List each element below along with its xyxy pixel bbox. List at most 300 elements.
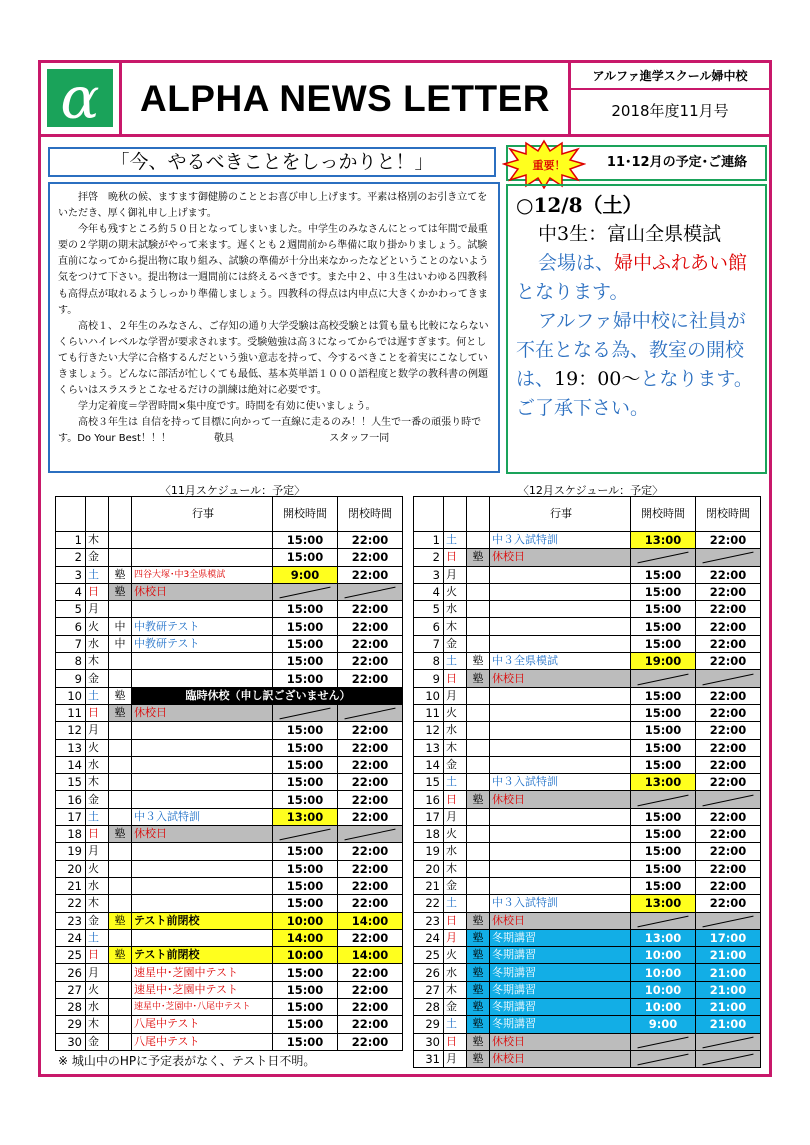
weekday-cell: 金: [444, 999, 467, 1016]
table-row: [414, 774, 761, 791]
day-cell: 15: [56, 774, 86, 791]
open-time-cell: 15:00: [631, 756, 696, 773]
day-cell: 15: [414, 774, 444, 791]
weekday-cell: 月: [444, 566, 467, 583]
table-header-row: [414, 497, 761, 532]
close-time-cell: 22:00: [338, 722, 403, 739]
day-cell: 21: [56, 877, 86, 894]
weekday-cell: 土: [444, 895, 467, 912]
close-time-cell: [696, 1050, 761, 1067]
juku-cell: 中: [109, 618, 132, 635]
close-time-cell: 22:00: [696, 566, 761, 583]
close-time-cell: 21:00: [696, 981, 761, 998]
header-open: 開校時間: [631, 497, 696, 532]
open-time-cell: [273, 583, 338, 600]
table-row: [56, 912, 403, 929]
day-cell: 26: [414, 964, 444, 981]
close-time-cell: 21:00: [696, 964, 761, 981]
juku-cell: 塾: [109, 704, 132, 721]
table-row: [414, 843, 761, 860]
logo: [41, 63, 122, 134]
close-time-cell: 22:00: [338, 618, 403, 635]
event-cell: 休校日: [490, 549, 631, 566]
juku-cell: [109, 964, 132, 981]
event-cell: 冬期講習: [490, 964, 631, 981]
table-row: [414, 532, 761, 549]
table-row: [56, 756, 403, 773]
event-cell: 速星中･芝園中テスト: [132, 964, 273, 981]
weekday-cell: 日: [444, 912, 467, 929]
header-cell: [414, 497, 444, 532]
weekday-cell: 水: [444, 722, 467, 739]
nov-caption: 〈11月スケジュール：予定〉: [159, 484, 306, 497]
sign-staff: スタッフ一同: [329, 433, 390, 445]
paragraph: 高校１、２年生のみなさん、ご存知の通り大学受験は高校受験とは質も量も比較にならないくらいハイレベルな学習が要求されます。受験勉強は高３になってからでは遅すぎます。何としても行きたい大学に合格するんだという強い意志を持って、今するべきことを着実にこなしていきましょう。どんなに部活が忙しくても最低、基本英単語１０００語程度と数学の教科書の例題くらいはスラスラとこなせるだけの訓練は絶対に必要です。: [58, 320, 489, 397]
close-time-cell: 22:00: [696, 722, 761, 739]
open-time-cell: 10:00: [631, 981, 696, 998]
event-cell: [132, 877, 273, 894]
weekday-cell: 月: [444, 808, 467, 825]
table-row: [56, 739, 403, 756]
header-close: 閉校時間: [696, 497, 761, 532]
weekday-cell: 木: [86, 895, 109, 912]
juku-cell: [467, 601, 490, 618]
paragraph: 今年も残すところ約５０日となってしまいました。中学生のみなさんにとっては年間で最重要の２学期の期末試験がやって来ます。遅くとも２週間前から準備に取り掛かりましょう。試験直前になってから提出物に取り組み、試験の準備が十分出来なかったなどということのないよう気をつけて下さい。提出物は一週間前には終えるべきです。また中２、中３生はいわゆる四教科も高得点が取れるようしっかり準備しましょう。四教科の得点は内申点に大きくかかわってきます。: [58, 224, 489, 316]
day-cell: 17: [56, 808, 86, 825]
close-time-cell: 22:00: [696, 843, 761, 860]
close-time-cell: 22:00: [338, 739, 403, 756]
table-row: [56, 791, 403, 808]
weekday-cell: 水: [86, 756, 109, 773]
day-cell: 19: [56, 843, 86, 860]
weekday-cell: 土: [444, 1016, 467, 1033]
table-row: [414, 739, 761, 756]
event-cell: [490, 843, 631, 860]
close-time-cell: 22:00: [338, 532, 403, 549]
day-cell: 20: [414, 860, 444, 877]
open-time-cell: 15:00: [273, 1016, 338, 1033]
weekday-cell: 火: [86, 860, 109, 877]
day-cell: 5: [56, 601, 86, 618]
day-cell: 11: [414, 704, 444, 721]
day-cell: 23: [414, 912, 444, 929]
weekday-cell: 日: [444, 670, 467, 687]
day-cell: 25: [56, 947, 86, 964]
weekday-cell: 金: [444, 877, 467, 894]
table-header-row: [56, 497, 403, 532]
header-cell: [86, 497, 109, 532]
day-cell: 31: [414, 1050, 444, 1067]
day-cell: 3: [414, 566, 444, 583]
event-cell: 休校日: [132, 704, 273, 721]
day-cell: 27: [414, 981, 444, 998]
weekday-cell: 月: [86, 601, 109, 618]
close-time-cell: 22:00: [338, 756, 403, 773]
schedule-note: ※ 城山中のHPに予定表がなく、テスト日不明。: [58, 1054, 316, 1068]
event-cell: [132, 549, 273, 566]
table-row: [56, 687, 403, 704]
header-cell: [109, 497, 132, 532]
event-cell: [490, 877, 631, 894]
juku-cell: 塾: [109, 687, 132, 704]
day-cell: 3: [56, 566, 86, 583]
open-time-cell: 15:00: [631, 687, 696, 704]
day-cell: 30: [56, 1033, 86, 1050]
close-time-cell: 21:00: [696, 947, 761, 964]
juku-cell: [109, 653, 132, 670]
juku-cell: 塾: [467, 964, 490, 981]
close-time-cell: 22:00: [696, 653, 761, 670]
open-time-cell: 15:00: [273, 791, 338, 808]
open-time-cell: 13:00: [273, 808, 338, 825]
notice-hours-post: となります。ご了承下さい。: [516, 368, 753, 419]
table-row: [414, 566, 761, 583]
open-time-cell: 15:00: [631, 877, 696, 894]
event-cell: 休校日: [132, 583, 273, 600]
table-row: [414, 670, 761, 687]
close-time-cell: [696, 549, 761, 566]
event-cell: [132, 843, 273, 860]
weekday-cell: 木: [444, 618, 467, 635]
event-cell: [490, 566, 631, 583]
weekday-cell: 土: [86, 808, 109, 825]
event-cell: [132, 670, 273, 687]
table-row: [56, 860, 403, 877]
day-cell: 24: [414, 929, 444, 946]
juku-cell: [109, 860, 132, 877]
open-time-cell: 15:00: [273, 981, 338, 998]
close-time-cell: 22:00: [338, 877, 403, 894]
table-row: [56, 929, 403, 946]
dec-caption: 〈12月スケジュール：予定〉: [517, 484, 664, 497]
nov-schedule-table: [55, 496, 403, 1051]
open-time-cell: 15:00: [631, 739, 696, 756]
weekday-cell: 月: [444, 1050, 467, 1067]
day-cell: 9: [414, 670, 444, 687]
day-cell: 10: [414, 687, 444, 704]
table-row: [56, 826, 403, 843]
open-time-cell: [631, 1033, 696, 1050]
notice-event: 中3生：富山全県模試: [538, 223, 722, 245]
day-cell: 8: [414, 653, 444, 670]
table-row: [414, 947, 761, 964]
notice-hours: [516, 307, 757, 423]
paragraph: 拝啓 晩秋の候、ますます御健勝のこととお喜び申し上げます。平素は格別のお引き立てをいただき、厚く御礼申し上げます。: [58, 192, 488, 220]
schedule-notice-header: [506, 145, 767, 181]
day-cell: 25: [414, 947, 444, 964]
day-cell: 13: [56, 739, 86, 756]
open-time-cell: 15:00: [273, 860, 338, 877]
open-time-cell: 15:00: [631, 635, 696, 652]
day-cell: 4: [56, 583, 86, 600]
weekday-cell: 金: [86, 912, 109, 929]
table-row: [414, 1050, 761, 1067]
school-name: アルファ進学スクール婦中校: [571, 63, 769, 90]
day-cell: 17: [414, 808, 444, 825]
juku-cell: [467, 566, 490, 583]
day-cell: 28: [56, 999, 86, 1016]
weekday-cell: 日: [444, 549, 467, 566]
event-cell: [132, 860, 273, 877]
open-time-cell: 10:00: [273, 947, 338, 964]
event-cell: [132, 722, 273, 739]
table-row: [414, 618, 761, 635]
table-row: [414, 653, 761, 670]
table-row: [56, 704, 403, 721]
table-row: [414, 583, 761, 600]
weekday-cell: 火: [444, 704, 467, 721]
event-cell: 冬期講習: [490, 929, 631, 946]
day-cell: 24: [56, 929, 86, 946]
weekday-cell: 金: [444, 635, 467, 652]
notice-hours-time: 19：00～: [554, 368, 641, 390]
table-row: [56, 653, 403, 670]
event-cell: 中教研テスト: [132, 635, 273, 652]
open-time-cell: 15:00: [273, 739, 338, 756]
open-time-cell: 13:00: [631, 895, 696, 912]
open-time-cell: [631, 1050, 696, 1067]
juku-cell: [467, 722, 490, 739]
weekday-cell: 火: [444, 583, 467, 600]
juku-cell: 塾: [467, 999, 490, 1016]
table-row: [414, 826, 761, 843]
table-row: [56, 947, 403, 964]
close-time-cell: [696, 1033, 761, 1050]
close-time-cell: [338, 704, 403, 721]
table-row: [414, 687, 761, 704]
open-time-cell: [631, 912, 696, 929]
header-divider: [38, 134, 772, 137]
close-time-cell: 22:00: [338, 808, 403, 825]
event-cell: [490, 756, 631, 773]
table-row: [414, 929, 761, 946]
open-time-cell: [631, 670, 696, 687]
event-cell: [132, 895, 273, 912]
day-cell: 8: [56, 653, 86, 670]
juku-cell: [109, 791, 132, 808]
juku-cell: [109, 601, 132, 618]
day-cell: 1: [414, 532, 444, 549]
table-row: [56, 843, 403, 860]
juku-cell: [467, 583, 490, 600]
notice-venue: [516, 249, 757, 307]
open-time-cell: 10:00: [631, 964, 696, 981]
close-time-cell: 22:00: [338, 601, 403, 618]
table-row: [414, 895, 761, 912]
weekday-cell: 金: [86, 791, 109, 808]
day-cell: 12: [414, 722, 444, 739]
weekday-cell: 土: [444, 774, 467, 791]
open-time-cell: 15:00: [631, 583, 696, 600]
open-time-cell: 15:00: [631, 618, 696, 635]
event-cell: 八尾中テスト: [132, 1033, 273, 1050]
day-cell: 21: [414, 877, 444, 894]
juku-cell: 塾: [467, 947, 490, 964]
juku-cell: 塾: [467, 549, 490, 566]
open-time-cell: 14:00: [273, 929, 338, 946]
day-cell: 23: [56, 912, 86, 929]
close-time-cell: 22:00: [696, 601, 761, 618]
close-time-cell: 22:00: [338, 860, 403, 877]
table-row: [414, 791, 761, 808]
weekday-cell: 金: [86, 549, 109, 566]
juku-cell: 塾: [467, 912, 490, 929]
day-cell: 30: [414, 1033, 444, 1050]
weekday-cell: 木: [444, 860, 467, 877]
close-time-cell: 22:00: [696, 860, 761, 877]
open-time-cell: 15:00: [273, 653, 338, 670]
open-time-cell: [631, 549, 696, 566]
notice-date: ○12/8（土）: [516, 193, 643, 217]
juku-cell: [109, 739, 132, 756]
day-cell: 16: [56, 791, 86, 808]
weekday-cell: 日: [444, 1033, 467, 1050]
close-time-cell: 22:00: [696, 635, 761, 652]
event-cell: 速星中･芝園中テスト: [132, 981, 273, 998]
juku-cell: [467, 808, 490, 825]
open-time-cell: 15:00: [273, 549, 338, 566]
table-row: [414, 704, 761, 721]
close-time-cell: 22:00: [338, 895, 403, 912]
table-row: [56, 774, 403, 791]
close-time-cell: [338, 826, 403, 843]
table-row: [414, 964, 761, 981]
juku-cell: 中: [109, 635, 132, 652]
open-time-cell: 15:00: [273, 532, 338, 549]
day-cell: 13: [414, 739, 444, 756]
weekday-cell: 木: [444, 981, 467, 998]
close-time-cell: 22:00: [696, 739, 761, 756]
important-badge: 重要！: [532, 159, 566, 172]
juku-cell: [109, 808, 132, 825]
day-cell: 7: [56, 635, 86, 652]
header-close: 閉校時間: [338, 497, 403, 532]
table-row: [56, 583, 403, 600]
event-cell: 冬期講習: [490, 981, 631, 998]
open-time-cell: 15:00: [273, 670, 338, 687]
close-time-cell: 22:00: [696, 704, 761, 721]
event-cell: [490, 583, 631, 600]
open-time-cell: [273, 826, 338, 843]
weekday-cell: 月: [444, 929, 467, 946]
juku-cell: 塾: [467, 981, 490, 998]
close-time-cell: 21:00: [696, 999, 761, 1016]
open-time-cell: 15:00: [273, 756, 338, 773]
day-cell: 12: [56, 722, 86, 739]
close-time-cell: 22:00: [696, 826, 761, 843]
open-time-cell: 19:00: [631, 653, 696, 670]
day-cell: 10: [56, 687, 86, 704]
event-cell: 休校日: [490, 1033, 631, 1050]
table-row: [56, 670, 403, 687]
open-time-cell: 15:00: [273, 774, 338, 791]
close-time-cell: 22:00: [696, 532, 761, 549]
weekday-cell: 日: [86, 704, 109, 721]
weekday-cell: 土: [86, 566, 109, 583]
table-row: [56, 722, 403, 739]
juku-cell: [467, 860, 490, 877]
weekday-cell: 月: [86, 964, 109, 981]
notice-venue-post: となります。: [516, 281, 629, 303]
close-time-cell: [696, 791, 761, 808]
issue-label: 2018年度11月号: [611, 102, 729, 120]
close-time-cell: 22:00: [696, 808, 761, 825]
event-cell: 中３入試特訓: [132, 808, 273, 825]
paragraph: [58, 415, 490, 447]
day-cell: 14: [56, 756, 86, 773]
open-time-cell: 13:00: [631, 929, 696, 946]
alpha-logo-icon: α: [47, 69, 113, 127]
table-row: [56, 601, 403, 618]
event-cell: 臨時休校（申し訳ございません）: [132, 687, 403, 704]
juku-cell: 塾: [467, 929, 490, 946]
weekday-cell: 水: [444, 601, 467, 618]
event-cell: [132, 756, 273, 773]
close-time-cell: 22:00: [696, 877, 761, 894]
weekday-cell: 火: [86, 618, 109, 635]
day-cell: 26: [56, 964, 86, 981]
weekday-cell: 水: [86, 999, 109, 1016]
table-row: [56, 895, 403, 912]
event-cell: [132, 739, 273, 756]
juku-cell: [109, 1033, 132, 1050]
event-cell: 休校日: [490, 670, 631, 687]
event-cell: [490, 601, 631, 618]
juku-cell: [467, 704, 490, 721]
open-time-cell: 15:00: [273, 618, 338, 635]
day-cell: 16: [414, 791, 444, 808]
day-cell: 19: [414, 843, 444, 860]
event-cell: 中３入試特訓: [490, 774, 631, 791]
juku-cell: [467, 774, 490, 791]
event-cell: [132, 774, 273, 791]
header-event: 行事: [490, 497, 631, 532]
juku-cell: [109, 774, 132, 791]
day-cell: 4: [414, 583, 444, 600]
open-time-cell: 13:00: [631, 774, 696, 791]
weekday-cell: 金: [444, 756, 467, 773]
close-time-cell: 22:00: [696, 583, 761, 600]
day-cell: 9: [56, 670, 86, 687]
event-cell: テスト前閉校: [132, 912, 273, 929]
close-time-cell: 21:00: [696, 1016, 761, 1033]
event-cell: [490, 860, 631, 877]
open-time-cell: 15:00: [631, 704, 696, 721]
table-row: [56, 566, 403, 583]
day-cell: 1: [56, 532, 86, 549]
juku-cell: 塾: [109, 947, 132, 964]
weekday-cell: 水: [86, 877, 109, 894]
juku-cell: [109, 670, 132, 687]
table-row: [414, 601, 761, 618]
event-cell: 中３全県模試: [490, 653, 631, 670]
juku-cell: [467, 532, 490, 549]
close-time-cell: 22:00: [696, 774, 761, 791]
juku-cell: [109, 549, 132, 566]
table-row: [414, 808, 761, 825]
event-cell: テスト前閉校: [132, 947, 273, 964]
juku-cell: [467, 877, 490, 894]
table-row: [56, 618, 403, 635]
event-cell: [490, 618, 631, 635]
open-time-cell: 15:00: [273, 635, 338, 652]
open-time-cell: 9:00: [631, 1016, 696, 1033]
table-row: [56, 808, 403, 825]
table-row: [414, 635, 761, 652]
table-row: [56, 1016, 403, 1033]
juku-cell: [467, 687, 490, 704]
event-cell: 中３入試特訓: [490, 532, 631, 549]
